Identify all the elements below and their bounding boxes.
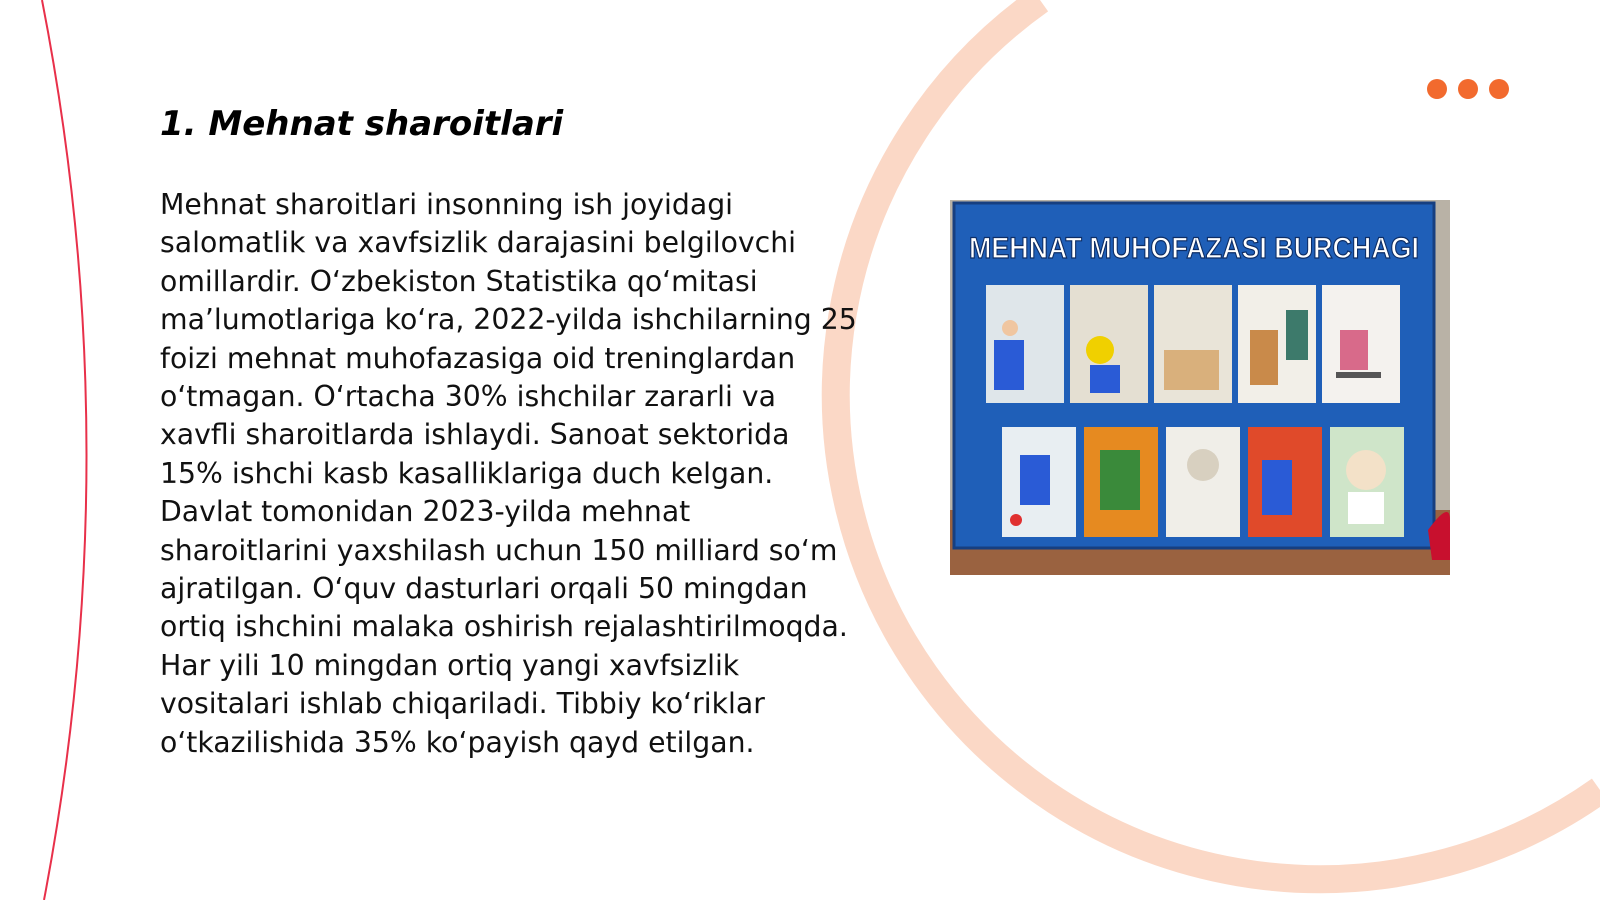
dot	[1427, 79, 1447, 99]
slide-body-text: Mehnat sharoitlari insonning ish joyidagi salomatlik va xavfsizlik darajasini belgilovchi omillardir. O‘zbekiston Statistika qo‘mitasi ma’lumotlariga ko‘ra, 2022-yilda ishchilarning 25 foizi mehnat muhofazasiga oid treninglardan o‘tmagan. O‘rtacha 30% ishchilar zararli va xavfli sharoitlarda ishlaydi. Sanoat sektorida 15% ishchi kasb kasalliklariga duch kelgan. Davlat tomonidan 2023-yilda mehnat sharoitlarini yaxshilash uchun 150 milliard so‘m ajratilgan. O‘quv dasturlari orqali 50 mingdan ortiq ishchini malaka oshirish rejalashtirilmoqda. Har yili 10 mingdan ortiq yangi xavfsizlik vositalari ishlab chiqariladi. Tibbiy ko‘riklar o‘tkazilishida 35% ko‘payish qayd etilgan.	[160, 188, 857, 759]
poster-photo	[950, 200, 1450, 575]
poster-panels-row-2	[1002, 427, 1404, 537]
poster-panels-row-1	[986, 285, 1400, 403]
dot	[1489, 79, 1509, 99]
more-dots-icon	[1427, 79, 1509, 99]
dot	[1458, 79, 1478, 99]
poster-heading: MEHNAT MUHOFAZASI BURCHAGI	[969, 232, 1419, 265]
slide-title: 1. Mehnat sharoitlari	[160, 104, 564, 144]
left-curve-line	[42, 0, 87, 900]
